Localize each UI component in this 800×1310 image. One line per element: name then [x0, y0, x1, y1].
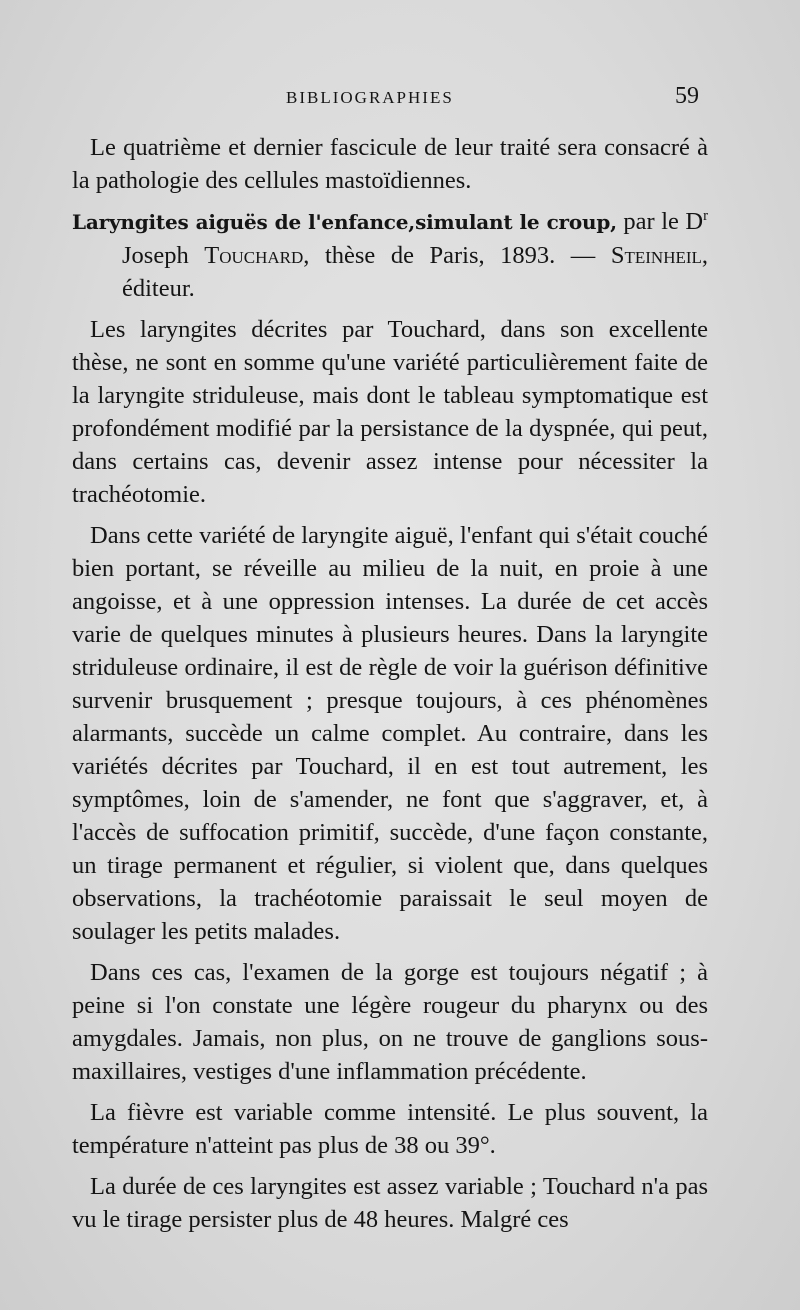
reference-publisher: Steinheil — [610, 242, 702, 269]
reference-par: par le D — [623, 208, 704, 235]
paragraph: Dans ces cas, l'examen de la gorge est toujours négatif ; à peine si l'on constate une légère rougeur du pharynx ou des amygdales. Jamais, non plus, on ne trouve de ganglions sous-maxillaires, vestiges d'une inflammation précédente. — [72, 959, 708, 1085]
reference-publisher-suffix: , éditeur. — [122, 242, 709, 302]
paragraph: La fièvre est variable comme intensité. Le plus souvent, la température n'atteint pas plus de 38 ou 39°. — [72, 1099, 708, 1159]
reference-details: , thèse de Paris, 1893. — — [303, 242, 596, 269]
running-title: BIBLIOGRAPHIES — [286, 88, 454, 107]
reference-title: Laryngites aiguës de l'enfance,simulant le croup, — [72, 210, 617, 234]
body-text — [72, 131, 708, 1236]
paragraph: Le quatrième et dernier fascicule de leur traité sera consacré à la pathologie des cellules mastoïdiennes. — [72, 134, 708, 194]
bibliographic-reference — [72, 205, 708, 305]
reference-author-last: Touchard — [204, 242, 304, 269]
reference-dr-superscript: r — [703, 207, 708, 224]
page-number: 59 — [675, 83, 699, 109]
reference-author-first: Joseph — [122, 242, 189, 269]
paragraph: Dans cette variété de laryngite aiguë, l'enfant qui s'était couché bien portant, se réveille au milieu de la nuit, en proie à une angoisse, et à une oppression intenses. La durée de cet accès varie de quelques minutes à plusieurs heures. Dans la laryngite striduleuse ordinaire, il est de règle de voir la guérison définitive survenir brusquement ; presque toujours, à ces phénomènes alarmants, succède un calme complet. Au contraire, dans les variétés décrites par Touchard, il en est tout autrement, les symptômes, loin de s'amender, ne font que s'aggraver, et, à l'accès de suffocation primitif, succède, d'une façon constante, un tirage permanent et régulier, si violent que, dans quelques observations, la trachéotomie paraissait le seul moyen de soulager les petits malades. — [72, 522, 708, 945]
paragraph: La durée de ces laryngites est assez variable ; Touchard n'a pas vu le tirage persister plus de 48 heures. Malgré ces — [72, 1173, 708, 1233]
paragraph: Les laryngites décrites par Touchard, dans son excellente thèse, ne sont en somme qu'une variété particulièrement faite de la laryngite striduleuse, mais dont le tableau symptomatique est profondément modifié par la persistance de la dyspnée, qui peut, dans certains cas, devenir assez intense pour nécessiter la trachéotomie. — [72, 316, 708, 508]
page-header — [0, 83, 800, 116]
